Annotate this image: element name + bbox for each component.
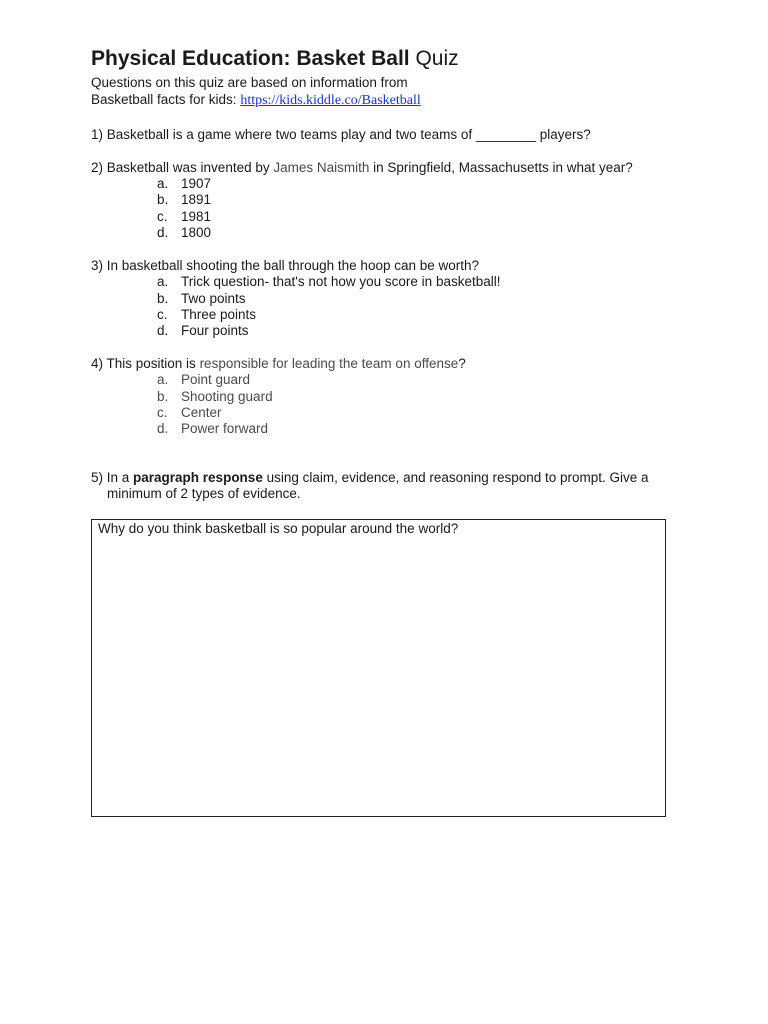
response-box[interactable] bbox=[91, 519, 666, 817]
question-3-options bbox=[91, 274, 681, 340]
title-bold: Physical Education: Basket Ball bbox=[91, 47, 410, 70]
option-text: Two points bbox=[181, 290, 246, 306]
question-4-text bbox=[91, 356, 681, 373]
question-5-prefix: 5) In a bbox=[91, 469, 134, 485]
intro-line-2-prefix: Basketball facts for kids: bbox=[91, 92, 241, 107]
intro bbox=[91, 74, 681, 109]
question-5-bold: paragraph response bbox=[133, 469, 263, 485]
question-2-prefix: 2) Basketball was invented by bbox=[91, 159, 274, 175]
question-2-name: James Naismith bbox=[273, 159, 370, 175]
title-normal: Quiz bbox=[415, 47, 459, 70]
list-item bbox=[157, 274, 681, 290]
intro-line-1: Questions on this quiz are based on information from bbox=[91, 75, 408, 90]
list-item bbox=[157, 323, 681, 339]
list-item bbox=[157, 389, 681, 405]
option-text: Trick question- that's not how you score in basketball! bbox=[181, 274, 501, 290]
question-4 bbox=[91, 356, 681, 438]
list-item bbox=[157, 225, 681, 241]
question-2-suffix: in Springfield, Massachusetts in what year? bbox=[369, 159, 633, 175]
page-title bbox=[91, 46, 681, 72]
question-5-text bbox=[91, 470, 681, 487]
list-item bbox=[157, 192, 681, 208]
list-item bbox=[157, 307, 681, 323]
option-letter: b. bbox=[157, 290, 169, 306]
list-item bbox=[157, 421, 681, 437]
question-3 bbox=[91, 258, 681, 340]
option-text: Four points bbox=[181, 323, 249, 339]
question-5-line-2: minimum of 2 types of evidence. bbox=[107, 486, 301, 502]
option-letter: d. bbox=[157, 421, 169, 437]
option-text: 1981 bbox=[181, 208, 212, 224]
option-letter: b. bbox=[157, 192, 169, 208]
question-3-text: 3) In basketball shooting the ball through the hoop can be worth? bbox=[91, 257, 480, 273]
option-text: 1907 bbox=[181, 176, 212, 191]
list-item bbox=[157, 291, 681, 307]
question-5 bbox=[91, 470, 681, 503]
question-2-options bbox=[91, 176, 681, 242]
question-4-suffix: ? bbox=[458, 355, 466, 371]
list-item bbox=[157, 405, 681, 421]
option-text: 1800 bbox=[181, 225, 212, 241]
question-4-highlight: responsible for leading the team on offense bbox=[199, 355, 459, 371]
option-letter: b. bbox=[157, 388, 169, 404]
quiz-page bbox=[91, 46, 681, 503]
option-text: Three points bbox=[181, 306, 257, 322]
question-2 bbox=[91, 160, 681, 242]
option-letter: a. bbox=[157, 176, 169, 191]
option-letter: d. bbox=[157, 323, 169, 339]
question-4-options bbox=[91, 372, 681, 438]
option-letter: a. bbox=[157, 274, 169, 290]
question-4-prefix: 4) This position is bbox=[91, 355, 200, 371]
option-text: Power forward bbox=[181, 421, 269, 437]
question-5-suffix: using claim, evidence, and reasoning respond to prompt. Give a bbox=[262, 469, 649, 485]
option-text: Shooting guard bbox=[181, 388, 273, 404]
option-text: 1891 bbox=[181, 192, 212, 208]
list-item bbox=[157, 372, 681, 388]
response-prompt: Why do you think basketball is so popular around the world? bbox=[98, 521, 459, 536]
option-letter: c. bbox=[157, 405, 168, 421]
list-item bbox=[157, 209, 681, 225]
question-1: 1) Basketball is a game where two teams play and two teams of ________ players? bbox=[91, 127, 591, 142]
option-letter: c. bbox=[157, 208, 168, 224]
question-2-text bbox=[91, 160, 681, 177]
option-text: Center bbox=[181, 405, 222, 421]
option-letter: d. bbox=[157, 225, 169, 241]
intro-line-2 bbox=[91, 91, 681, 109]
list-item bbox=[157, 176, 681, 192]
option-letter: a. bbox=[157, 372, 169, 388]
kiddle-link[interactable]: https://kids.kiddle.co/Basketball bbox=[240, 93, 421, 108]
option-text: Point guard bbox=[181, 372, 251, 388]
option-letter: c. bbox=[157, 306, 168, 322]
